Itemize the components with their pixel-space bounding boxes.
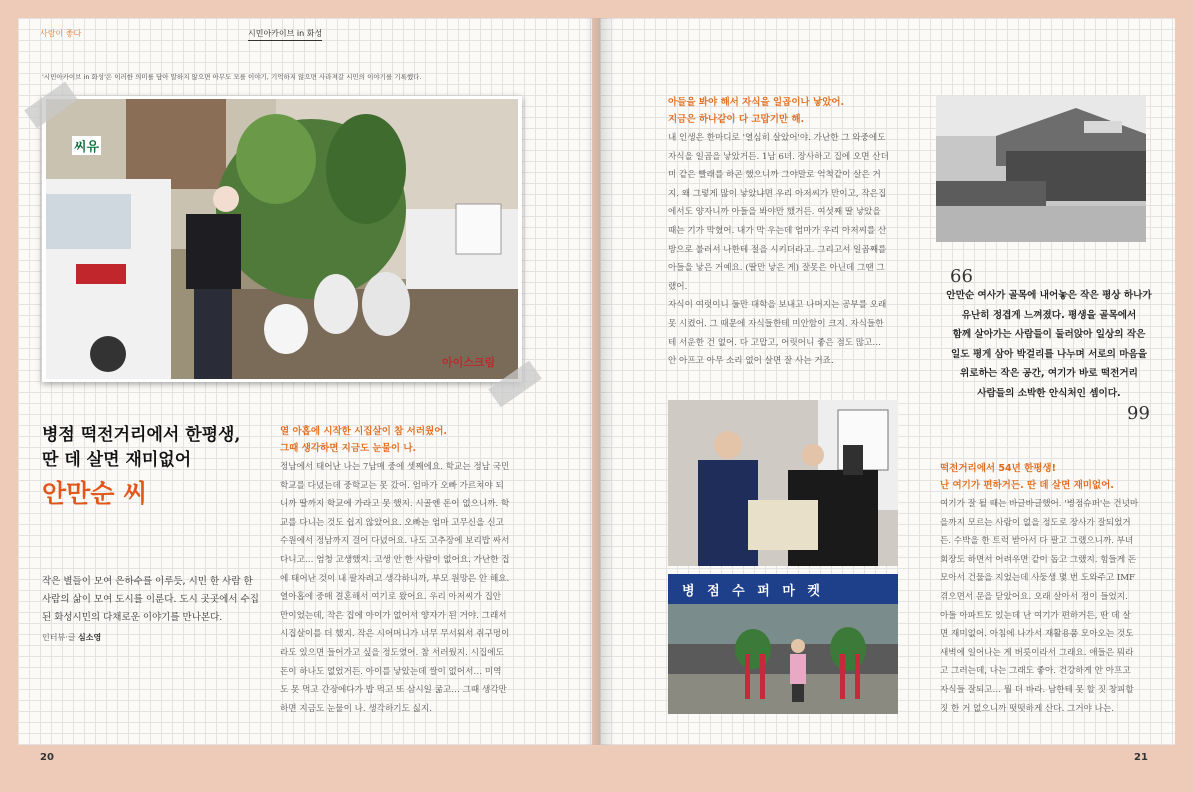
body-line: 다니고… 엄청 고생했지. 고생 안 한 사람이 없어요. 가난한 집 — [280, 554, 510, 565]
intro-line: 작은 별들이 모여 은하수를 이루듯, 시민 한 사람 한 — [42, 576, 253, 587]
body-line: 열아홉에 중매 결혼해서 여기로 왔어요. 우리 아저씨가 집안 — [280, 592, 502, 603]
section2-heading — [668, 94, 844, 128]
ceremony-photo — [668, 400, 898, 566]
body-line: 라도 있으면 들어가고 싶을 정도였어. 참 서러웠지. 시집에도 — [280, 647, 504, 658]
article-intro — [42, 573, 272, 627]
body-line: 만이었는데, 작은 집에 아이가 없어서 양자가 된 거야. 그래서 — [280, 610, 507, 621]
section3-heading — [940, 460, 1114, 494]
quote-line: 함께 살아가는 사람들이 둘러앉아 일상의 작은 — [952, 329, 1146, 340]
icecream-sign-text: 아이스크림 — [442, 356, 496, 369]
main-photo — [42, 96, 522, 382]
article-title-line2: 딴 데 살면 재미없어 — [42, 450, 192, 470]
body-line: 미 같은 빨래를 하곤 했으니까 그야말로 억척같이 살은 거 — [668, 170, 881, 181]
right-page — [600, 18, 1175, 763]
section2-body — [668, 129, 900, 371]
byline-name: 심소영 — [78, 633, 102, 642]
header-section: 사람이 좋다 — [40, 29, 82, 38]
heading-line: 그때 생각하면 지금도 눈물이 나. — [280, 443, 417, 454]
heading-line: 아들을 봐야 해서 자식을 일곱이나 낳았어. — [668, 97, 845, 108]
intro-line: 사람의 삶이 모여 도시를 이룬다. 도시 곳곳에서 수집 — [42, 594, 259, 605]
interviewee-name: 안만순 씨 — [42, 479, 148, 508]
quote-line: 안만순 여사가 골목에 내어놓은 작은 평상 하나가 — [946, 290, 1152, 301]
body-line: 학교를 다녔는데 중학교는 못 갔어. 엄마가 오빠 가르쳐야 되 — [280, 480, 504, 491]
section3-body — [940, 495, 1150, 718]
body-line: 면 재미없어. 아침에 나가서 재활용품 모아오는 것도 — [940, 629, 1134, 640]
body-line: 여기가 잘 될 때는 바글바글했어. '병점슈퍼'는 건넛마 — [940, 499, 1139, 509]
heading-line: 지금은 하나같이 다 고맙기만 해. — [668, 114, 805, 125]
body-line: 에 태어난 것이 내 팔자려고 생각하니까, 부모 원망은 안 해요. — [280, 573, 510, 584]
body-line: 모아서 건물을 지었는데 사둥생 몇 번 도와주고 IMF — [940, 573, 1136, 584]
body-line: 짓 한 거 없으니까 떳떳하게 산다. 그거야 나는. — [940, 703, 1115, 714]
quote-line: 위로하는 작은 공간, 여기가 바로 떡전거리 — [960, 368, 1138, 379]
body-line: 시집살이를 더 했지. 작은 시어머니가 너무 무서워서 쥐구멍이 — [280, 629, 510, 640]
body-line: 돈이 하나도 없었거든. 아이를 낳았는데 쌀이 없어서… 미역 — [280, 666, 502, 677]
body-line: 고 그러는데, 나는 그래도 좋아. 건강하게 안 아프고 — [940, 666, 1131, 677]
page-number-right: 21 — [1134, 752, 1148, 763]
quote-close-mark: 99 — [1127, 403, 1150, 424]
body-line: 정남에서 태어난 나는 7남매 중에 셋째에요. 학교는 정남 국민 — [280, 462, 510, 472]
body-line: 아들 아파트도 있는데 난 여기가 편하거든, 딴 데 살 — [940, 610, 1131, 621]
body-line: 교를 다니는 것도 쉽지 않았어요. 오빠는 엄마 고무신을 신고 — [280, 517, 504, 528]
store-sign-text: 씨유 — [72, 136, 101, 155]
body-line: 자식들 잘되고… 뭘 더 바라. 남한테 못 할 짓 창피할 — [940, 684, 1134, 695]
body-line: 못 시켰어. 그 때문에 자식들한테 미안함이 크지. 자식들한 — [668, 318, 884, 329]
body-line: 자식이 여럿이니 둘만 대학을 보내고 나머지는 공부를 오래 — [668, 300, 887, 311]
heading-line: 열 아홉에 시작한 시집살이 참 서러웠어. — [280, 426, 447, 437]
body-line: 을까지 모르는 사람이 없을 정도로 장사가 잘되었거 — [940, 517, 1131, 528]
body-line: 니까 딸까지 학교에 가라고 못 했지. 시골엔 돈이 없으니까. 학 — [280, 499, 510, 510]
body-line: 하면 지금도 눈물이 나. 생각하기도 싫지. — [280, 703, 432, 714]
body-line: 에서도 양자니까 아들을 봐야만 했거든. 여섯째 딸 낳았을 — [668, 207, 881, 218]
ceremony-illustration — [668, 400, 898, 566]
heading-line: 난 여기가 편하거든. 딴 데 살면 재미없어. — [940, 480, 1114, 491]
section1-heading — [280, 423, 447, 457]
body-line: 내 인생은 한마디로 '열심히 살았어'야. 가난한 그 와중에도 — [668, 133, 886, 143]
old-store-photo — [936, 96, 1146, 242]
body-line: 수원에서 정남까지 걸어 다녔어요. 나도 고추장에 보리밥 싸서 — [280, 536, 510, 547]
body-line: 테 서운한 건 없어. 다 고맙고, 어릿어니 좋은 점도 많고… — [668, 337, 881, 348]
quote-open-mark: 66 — [950, 266, 973, 287]
street-photo-illustration — [46, 99, 518, 379]
store-opening-photo — [668, 574, 898, 714]
body-line: 안 아프고 아무 소리 없이 살면 잘 사는 거죠. — [668, 356, 834, 367]
body-line: 겪으면서 문을 닫았어요. 오래 살아서 정이 들었지. — [940, 591, 1128, 602]
store-banner-text: 병 점 수 퍼 마 켓 — [682, 584, 824, 599]
article-title-line1: 병점 떡전거리에서 한평생, — [42, 425, 241, 445]
header-title: 시민아카이브 in 화성 — [248, 28, 322, 41]
body-line: 방으로 불러서 나한테 절을 시키더라고. 그리고서 일곱째를 — [668, 244, 887, 255]
left-page — [18, 18, 592, 763]
body-line: 든. 수박을 한 트럭 받아서 다 팔고 그랬으니까. 부녀 — [940, 536, 1134, 547]
body-line: 아들을 낳은 거예요. (딸만 낳은 게) 잘못은 아닌데 그땐 그 — [668, 263, 885, 274]
body-line: 새벽에 일어나는 게 버릇이라서 그래요. 애들은 뭐라 — [940, 647, 1134, 658]
byline-label: 인터뷰·글 — [42, 633, 76, 642]
body-line: 지. 왜 그렇게 많이 낳았냐면 우리 아저씨가 만이고, 작은집 — [668, 188, 887, 199]
body-line: 랬어. — [668, 281, 688, 292]
quote-line: 사람들의 소박한 안식처인 셈이다. — [977, 387, 1121, 399]
page-number-left: 20 — [40, 752, 54, 763]
pull-quote — [938, 286, 1160, 403]
heading-line: 떡전거리에서 54년 한평생! — [940, 463, 1056, 474]
body-line: 회장도 하면서 어려우면 같이 돕고 그랬지. 힘들게 돈 — [940, 554, 1137, 565]
quote-line: 일도 평게 삼아 박걸리를 나누며 서로의 마음을 — [950, 348, 1148, 360]
section1-body — [280, 458, 522, 718]
body-line: 도 못 먹고 간장에다가 밥 먹고 또 삼시일 굶고… 그때 생각만 — [280, 685, 507, 696]
old-store-illustration — [936, 96, 1146, 242]
quote-line: 유난히 정겹게 느껴졌다. 평생을 골목에서 — [961, 309, 1137, 321]
intro-blurb: '시민아카이브 in 화성'은 이러한 의미를 담아 말하지 않으면 아무도 모를 이야기, 기억하지 않으면 사라져갈 시민의 이야기를 기록했다. — [42, 73, 422, 81]
intro-line: 된 화성시민의 다채로운 이야기를 만나본다. — [42, 612, 223, 623]
byline — [42, 632, 101, 643]
body-line: 때는 기가 막혔어. 내가 막 우는데 엄마가 우리 아저씨를 산 — [668, 225, 887, 236]
body-line: 자식을 일곱을 낳았거든. 1남 6녀. 장사하고 집에 오면 산더 — [668, 151, 889, 162]
